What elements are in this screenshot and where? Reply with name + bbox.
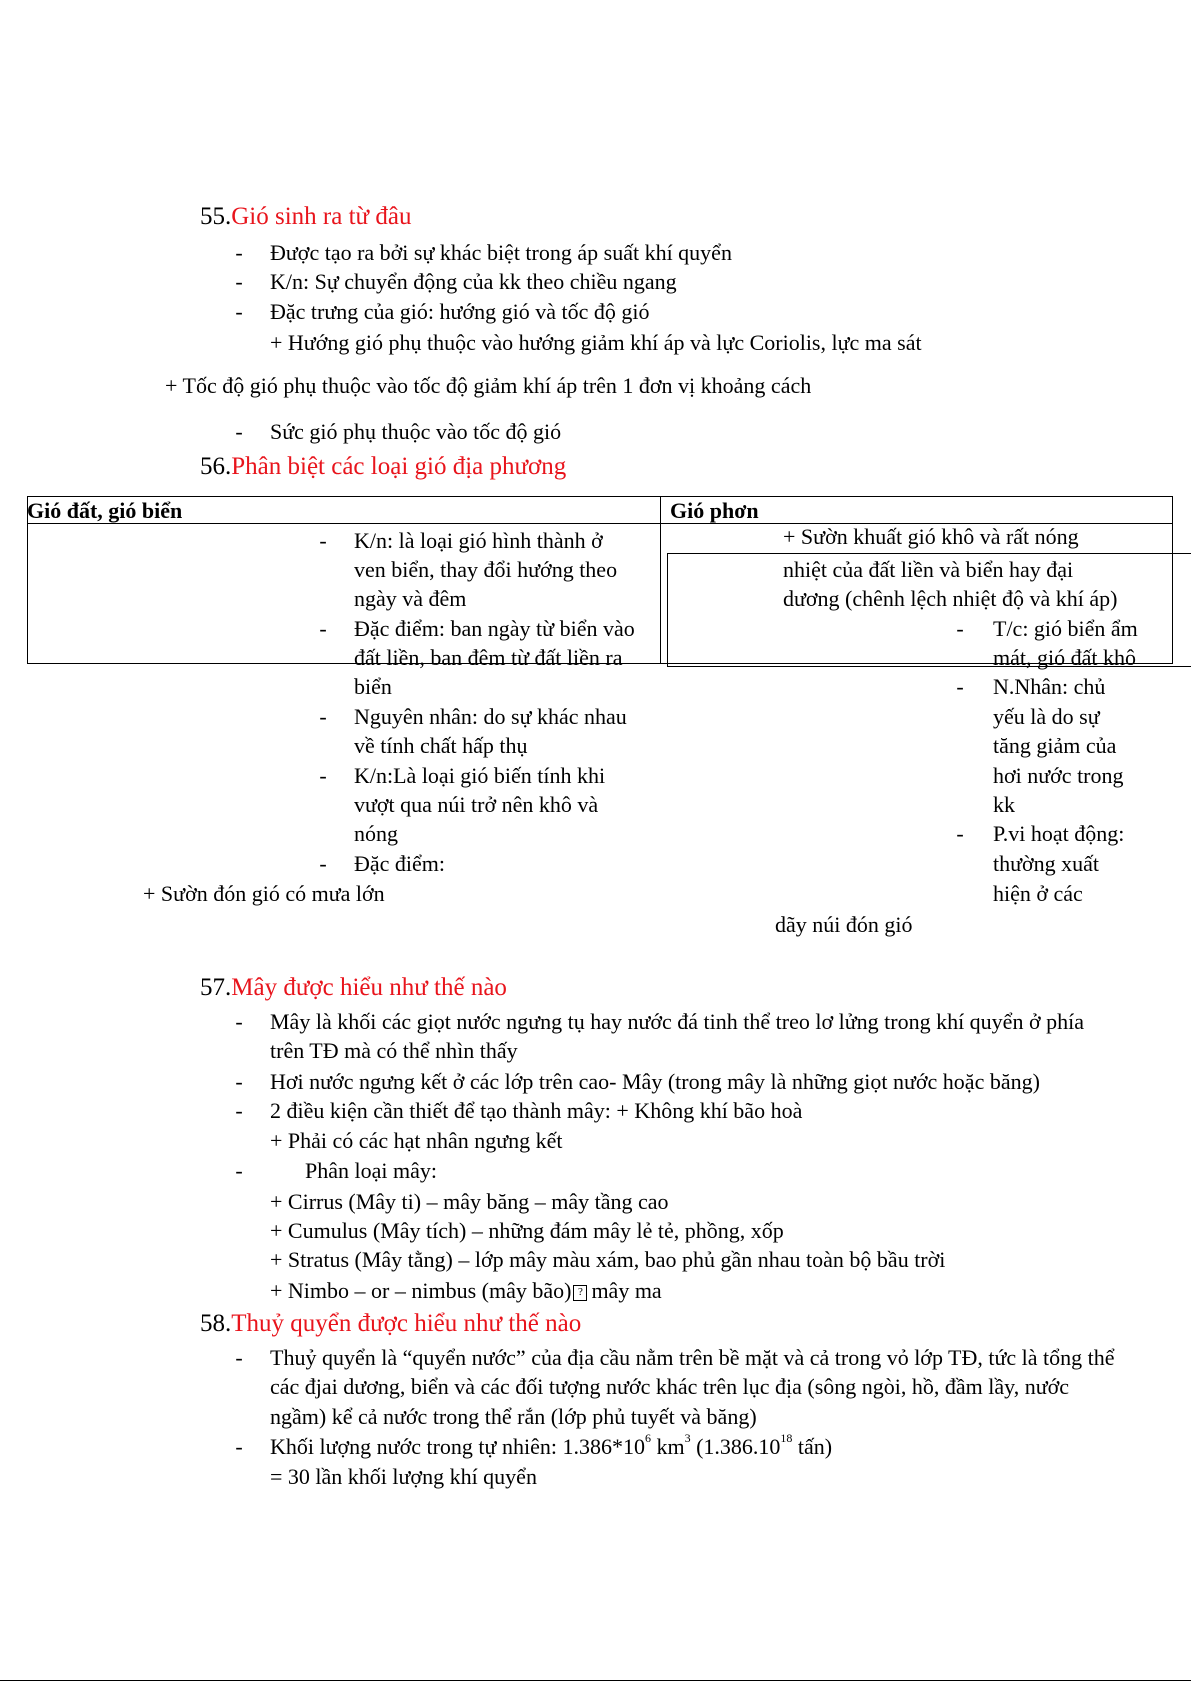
table-header-col2: Gió phơn xyxy=(670,498,759,523)
q57-number: 57. xyxy=(200,974,232,1001)
bullet-dash: - xyxy=(956,616,964,641)
q55-heading xyxy=(200,201,411,233)
left-line: Đặc điểm: ban ngày từ biển vào xyxy=(354,616,635,641)
left-line: đất liền, ban đêm từ đất liền ra xyxy=(354,645,623,670)
q58-bullet-1-cont: các đjai dương, biển và các đối tượng nước khác trên lục địa (sông ngòi, hồ, đầm lầy, nước xyxy=(270,1374,1070,1399)
q57-title: Mây được hiểu như thế nào xyxy=(231,974,507,1001)
q57-bullet-1-cont: trên TĐ mà có thể nhìn thấy xyxy=(270,1038,518,1063)
bullet-dash: - xyxy=(319,528,327,553)
q55-bullet-3: Đặc trưng của gió: hướng gió và tốc độ gió xyxy=(270,299,650,324)
left-line: Đặc điểm: xyxy=(354,851,446,876)
right-bullet-line: T/c: gió biển ẩm xyxy=(993,616,1138,641)
q57-cloud-3: + Stratus (Mây tằng) – lớp mây màu xám, bao phủ gần nhau toàn bộ bầu trời xyxy=(270,1247,946,1272)
right-line: nhiệt của đất liền và biển hay đại xyxy=(783,557,1074,582)
q58-title: Thuỷ quyển được hiểu như thế nào xyxy=(231,1310,582,1337)
right-bullet-line: kk xyxy=(993,792,1015,817)
q55-plus-1: + Hướng gió phụ thuộc vào hướng giảm khí áp và lực Coriolis, lực ma sát xyxy=(270,330,922,355)
q58-mass-tons: (1.386.10 xyxy=(690,1434,781,1459)
page-bottom-rule xyxy=(0,1680,1191,1681)
left-line: Nguyên nhân: do sự khác nhau xyxy=(354,704,627,729)
left-line: vượt qua núi trở nên khô và xyxy=(354,792,599,817)
right-bullet-line: yếu là do sự xyxy=(993,704,1100,729)
right-bullet-line: tăng giảm của xyxy=(993,733,1117,758)
left-line: ngày và đêm xyxy=(354,586,467,611)
q57-cloud-4-text: + Nimbo – or – nimbus (mây bão) xyxy=(270,1278,572,1303)
left-plus-line: + Sườn đón gió có mưa lớn xyxy=(143,881,385,906)
missing-glyph-icon: ? xyxy=(573,1285,587,1301)
bullet-dash: - xyxy=(319,851,327,876)
bullet-dash: - xyxy=(235,269,243,294)
q57-heading xyxy=(200,972,507,1004)
q57-cloud-4-tail: mây ma xyxy=(591,1278,662,1303)
bullet-dash: - xyxy=(235,1009,243,1034)
bullet-dash: - xyxy=(319,616,327,641)
q55-number: 55. xyxy=(200,203,232,230)
right-bullet-line: hơi nước trong xyxy=(993,763,1124,788)
q55-bullet-4: Sức gió phụ thuộc vào tốc độ gió xyxy=(270,419,562,444)
q57-bullet-4: Phân loại mây: xyxy=(305,1158,437,1183)
q56-heading xyxy=(200,451,566,483)
bullet-dash: - xyxy=(956,674,964,699)
q57-bullet-2: Hơi nước ngưng kết ở các lớp trên cao- Mây (trong mây là những giọt nước hoặc băng) xyxy=(270,1069,1040,1094)
bullet-dash: - xyxy=(235,299,243,324)
table-header-col1: Gió đất, gió biển xyxy=(27,498,183,523)
right-bullet-line: mát, gió đất khô xyxy=(993,645,1136,670)
right-bullet-line: N.Nhân: chủ xyxy=(993,674,1106,699)
bullet-dash: - xyxy=(235,1098,243,1123)
bullet-dash: - xyxy=(319,763,327,788)
left-line: nóng xyxy=(354,821,398,846)
q55-bullet-1: Được tạo ra bởi sự khác biệt trong áp suất khí quyển xyxy=(270,240,732,265)
bullet-dash: - xyxy=(235,419,243,444)
left-line: về tính chất hấp thụ xyxy=(354,733,528,758)
bullet-dash: - xyxy=(956,821,964,846)
bullet-dash: - xyxy=(235,1345,243,1370)
q58-heading xyxy=(200,1308,581,1340)
bullet-dash: - xyxy=(319,704,327,729)
q58-number: 58. xyxy=(200,1310,232,1337)
left-line: K/n: là loại gió hình thành ở xyxy=(354,528,603,553)
q55-plus-2: + Tốc độ gió phụ thuộc vào tốc độ giảm khí áp trên 1 đơn vị khoảng cách xyxy=(165,373,812,398)
q57-bullet-3-cont: + Phải có các hạt nhân ngưng kết xyxy=(270,1128,563,1153)
q58-bullet-2-cont: = 30 lần khối lượng khí quyển xyxy=(270,1464,537,1489)
bullet-dash: - xyxy=(235,240,243,265)
q56-number: 56. xyxy=(200,453,232,480)
left-line: biển xyxy=(354,674,392,699)
q58-exp-2: 3 xyxy=(684,1431,691,1445)
table-column-rule xyxy=(660,496,661,664)
q55-bullet-2: K/n: Sự chuyển động của kk theo chiều ngang xyxy=(270,269,677,294)
q57-cloud-4 xyxy=(270,1277,662,1305)
q58-mass-tons-unit: tấn) xyxy=(792,1434,833,1459)
q58-bullet-1: Thuỷ quyển là “quyển nước” của địa cầu nằm trên bề mặt và cả trong vỏ lớp TĐ, tức là tổng thể xyxy=(270,1345,1115,1370)
q58-mass-text: Khối lượng nước trong tự nhiên: 1.386*10 xyxy=(270,1434,645,1459)
q57-cloud-2: + Cumulus (Mây tích) – những đám mây lẻ tẻ, phồng, xốp xyxy=(270,1218,784,1243)
q56-title: Phân biệt các loại gió địa phương xyxy=(231,453,567,480)
q58-mass-unit: km xyxy=(650,1434,685,1459)
right-bullet-line: hiện ở các xyxy=(993,881,1083,906)
right-line: dương (chênh lệch nhiệt độ và khí áp) xyxy=(783,586,1118,611)
right-bullet-line: P.vi hoạt động: xyxy=(993,821,1125,846)
right-tail-line: dãy núi đón gió xyxy=(775,912,913,937)
left-line: ven biển, thay đổi hướng theo xyxy=(354,557,618,582)
bullet-dash: - xyxy=(235,1069,243,1094)
right-line: + Sườn khuất gió khô và rất nóng xyxy=(783,524,1079,549)
q57-bullet-3: 2 điều kiện cần thiết để tạo thành mây: + Không khí bão hoà xyxy=(270,1098,803,1123)
q58-exp-1: 6 xyxy=(644,1431,651,1445)
q55-title: Gió sinh ra từ đâu xyxy=(231,203,412,230)
left-line: K/n:Là loại gió biến tính khi xyxy=(354,763,606,788)
q57-bullet-1: Mây là khối các giọt nước ngưng tụ hay nước đá tinh thể treo lơ lửng trong khí quyển ở phía xyxy=(270,1009,1084,1034)
q57-cloud-1: + Cirrus (Mây ti) – mây băng – mây tầng cao xyxy=(270,1189,669,1214)
q58-exp-3: 18 xyxy=(780,1431,793,1445)
bullet-dash: - xyxy=(235,1158,243,1183)
q58-bullet-1-cont: ngầm) kể cả nước trong thể rắn (lớp phủ tuyết và băng) xyxy=(270,1404,757,1429)
right-bullet-line: thường xuất xyxy=(993,851,1100,876)
q58-bullet-2 xyxy=(270,1433,832,1461)
bullet-dash: - xyxy=(235,1434,243,1459)
